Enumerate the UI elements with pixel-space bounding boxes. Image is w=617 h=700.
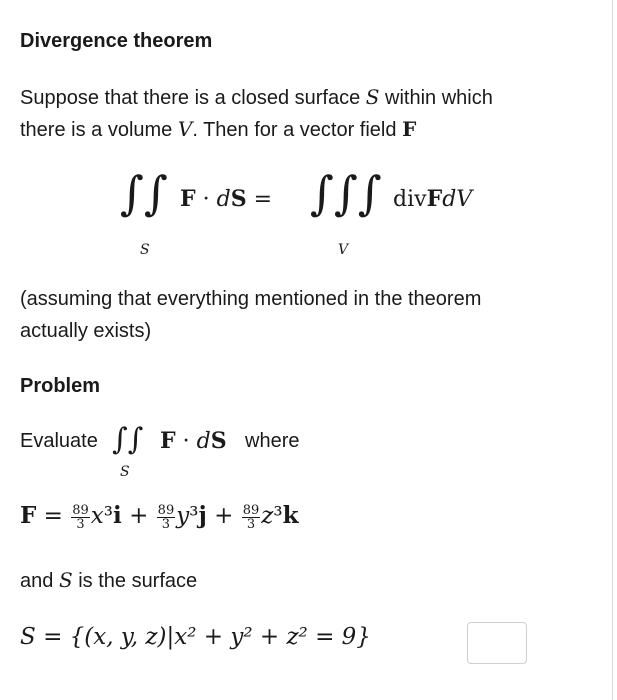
assumption-note-1: (assuming that everything mentioned in the theorem [20, 288, 482, 310]
divergence-equation [120, 160, 540, 270]
symbol-S-surface: S [58, 568, 73, 592]
integral-sub-V: V [338, 242, 349, 258]
eq-lhs: F · dS = [180, 186, 273, 212]
evaluate-sub-S: S [120, 464, 130, 480]
double-integral-icon: ∫∫ [120, 166, 168, 220]
evaluate-expr: F · dS [160, 428, 227, 454]
intro-line-2: there is a volume V. Then for a vector field F [20, 117, 417, 141]
surface-integral-icon: ∫∫ [112, 422, 144, 457]
section-title-divergence: Divergence theorem [20, 30, 213, 52]
symbol-F: F [402, 117, 417, 141]
intro-line-1: Suppose that there is a closed surface S within which [20, 85, 493, 109]
surface-definition: S = {(x, y, z)|x² + y² + z² = 9} [20, 624, 371, 650]
symbol-S: S [365, 85, 380, 109]
answer-input[interactable] [467, 622, 527, 664]
integral-sub-S: S [140, 242, 150, 258]
triple-integral-icon: ∫∫∫ [310, 166, 382, 220]
evaluate-line: Evaluate ∫∫ S F · dS where [20, 422, 300, 480]
vector-field-definition: F = $\frac{89}{3}$ x³i + $\frac{89}{3}$ y³j + $\frac{89}{3}$ z³k [20, 502, 299, 532]
assumption-note-2: actually exists) [20, 320, 152, 342]
surface-intro: and S is the surface [20, 568, 198, 592]
eq-rhs: divFdV [393, 186, 473, 212]
symbol-V: V [177, 117, 193, 141]
section-title-problem: Problem [20, 375, 101, 397]
